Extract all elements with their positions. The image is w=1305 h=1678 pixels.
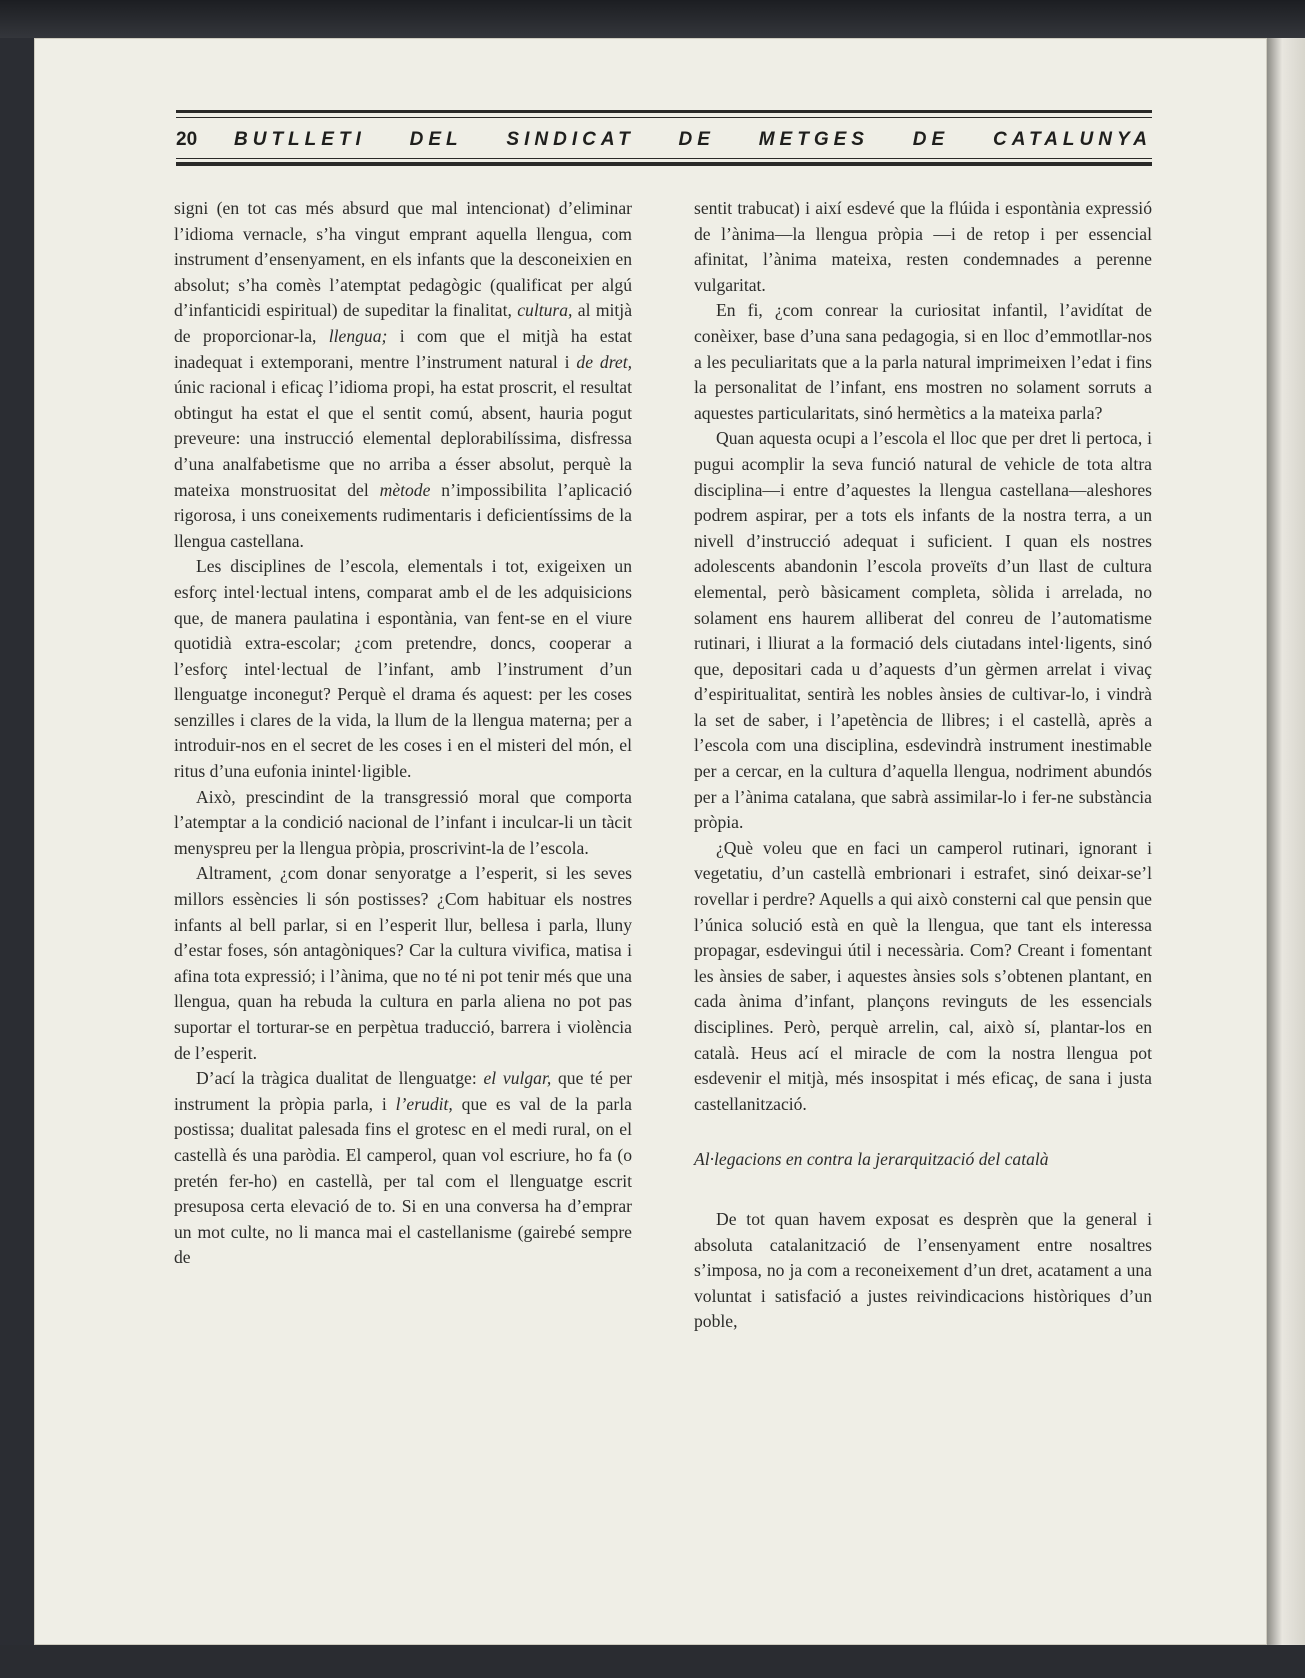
left-column [174,196,632,1271]
paragraph: En fi, ¿com conrear la curiositat infantil, l’avidítat de conèixer, base d’una sana pedagogia, si en lloc d’emmotllar-nos a les peculiaritats que a la parla natural imprimeixen l’edat i fins la personalitat de l’infant, ens mostren no solament sorruts a aquestes particularitats, sinó hermètics a la mateixa parla? [694,300,1152,423]
journal-title [216,129,1152,151]
title-word: CATALUNYA [992,129,1152,150]
paragraph [174,196,632,554]
header-rule-top [176,110,1152,113]
title-word: METGES [758,129,869,150]
italic-text: el vulgar, [483,1068,552,1089]
italic-text: cultura, [517,300,573,321]
title-word: DE [912,129,950,150]
paragraph: De tot quan havem exposat es desprèn que la general i absoluta catalanització de l’ensenyament entre nosaltres s’imposa, no ja com a reconeixement d’un dret, acatament a una voluntat i satisfació a justes reivindicacions històriques d’un poble, [694,1208,1152,1332]
running-header [176,120,1152,160]
title-word: BUTLLETI [234,129,366,150]
text-run: que té per instrument la pròpia parla, i [174,1068,632,1114]
text-run: que es val de la parla postissa; dualitat palesada fins el grotesc en el medi rural, on el castellà és una paròdia. El camperol, quan vol escriure, ho fa (o pretén fer-ho) en castellà, per tal com el llenguatge escrit presuposa certa elevació de to. Si en una conversa ha d’emprar un mot culte, no li manca mai el castellanisme (gairebé sempre de [174,1093,632,1268]
page-number: 20 [176,129,198,150]
paragraph: ¿Què voleu que en faci un camperol rutinari, ignorant i vegetatiu, d’un castellà embrionari i estrafet, sinó deixar-se’l rovellar i perdre? Aquells a qui això consterni cal que pensin que l’única solució està en què la llengua, que tant els interessa propagar, esdevingui útil i necessària. Com? Creant i fomentant les ànsies de saber, i aquestes ànsies sols s’obtenen plantant, en cada ànima d’infant, plançons revinguts de les essencials disciplines. Però, perquè arrelin, cal, això sí, plantar-los en català. Heus ací el miracle de com la nostra llengua pot esdevenir el mitjà, més insospitat i més eficaç, de sana i justa castellanització. [694,837,1152,1114]
text-run: al mitjà de proporcionar-la, [174,300,632,346]
page-edge [1267,38,1305,1645]
title-word: SINDICAT [506,129,635,150]
italic-text: l’erudit, [395,1093,453,1114]
scan-background-bottom [0,1645,1305,1678]
text-run: i com que el mitjà ha estat inadequat i extemporani, mentre l’instrument natural i [174,325,633,372]
right-column [694,196,1152,1335]
paragraph: sentit trabucat) i així esdevé que la flúida i espontània expressió de l’ànima—la llengua pròpia —i de retop i per essencial afinitat, l’ànima mateixa, resten condemnades a perenne vulgaritat. [694,198,1152,295]
italic-text: llengua; [328,325,388,346]
header-rule-top-thin [176,117,1152,118]
text-run: n’impossibilita l’aplicació rigorosa, i uns coneixements rudimentaris i deficientíssims de la llengua castellana. [174,479,632,551]
paragraph: Altrament, ¿com donar senyoratge a l’esperit, si les seves millors essències li són postisses? ¿Com habituar els nostres infants al bell parlar, si en l’esperit llur, bellesa i parla, lluny d’estar foses, són antagòniques? Car la cultura vivifica, matisa i afina tota expressió; i l’ànima, que no té ni pot tenir més que una llengua, quan ha rebuda la cultura en parla aliena no pot pas suportar el torturar-se en perpètua traducció, barrera i violència de l’esperit. [174,863,632,1063]
paragraph: Les disciplines de l’escola, elementals i tot, exigeixen un esforç intel·lectual intens, comparat amb el de les adquisicions que, de manera paulatina i espontània, van fent-se en el viure quotidià extra-escolar; ¿com pretendre, doncs, cooperar a l’esforç intel·lectual de l’infant, amb l’instrument d’un llenguatge inconegut? Perquè el drama és aquest: per les coses senzilles i clares de la vida, la llum de la llengua materna; per a introduir-nos en el secret de les coses i en el misteri del món, el ritus d’una eufonia inintel·ligible. [174,556,632,782]
title-word: DEL [409,129,463,150]
scan-background-top [0,0,1305,38]
text-run: únic racional i eficaç l’idioma propi, ha estat proscrit, el resultat obtingut ha estat el que el sentit comú, absent, hauria pogut preveure: una instrucció elemental deplorabilíssima, disfressa d’una analfabetisme que no arriba a ésser absolut, perquè la mateixa monstruositat del [174,377,632,500]
section-heading: Al·legacions en contra la jerarquització del català [694,1149,1049,1170]
paragraph: Quan aquesta ocupi a l’escola el lloc que per dret li pertoca, i pugui acomplir la seva funció natural de vehicle de tota altra disciplina—i entre d’aquestes la llengua castellana—aleshores podrem aspirar, per a tots els infants de la nostra terra, a un nivell d’instrucció adequat i suficient. I quan els nostres adolescents abandonin l’escola proveïts d’un llast de cultura elemental, però bàsicament completa, sòlida i arrelada, no solament ens haurem alliberat del conreu de l’automatisme rutinari, i lliurat a la formació dels ciutadans intel·ligents, sinó que, depositari cada u d’aquests d’un gèrmen arrelat i vivaç d’espiritualitat, sentirà les nobles ànsies de cultivar-lo, i vindrà la set de saber, i l’apetència de llibres; i el castellà, après a l’escola com una disciplina, esdevindrà instrument inestimable per a cercar, en la cultura d’aquella llengua, nodriment abundós per a l’ànima catalana, que sabrà assimilar-lo i fer-ne substància pròpia. [694,428,1152,833]
header-rule-bottom [176,162,1152,166]
italic-text: mètode [379,479,431,500]
title-word: DE [678,129,715,150]
text-run: signi (en tot cas més absurd que mal intencionat) d’eliminar l’idioma vernacle, s’ha vingut emprant aquella llengua, com instrument d’ensenyament, en els infants que la desconeixien en absolut; s’ha comès l’atemptat pedagògic (qualificat per algú d’infanticidi espiritual) de supeditar la finalitat, [174,198,632,321]
text-run: D’ací la tràgica dualitat de llenguatge: [196,1068,484,1089]
paragraph [174,1066,632,1271]
paragraph: Això, prescindint de la transgressió moral que comporta l’atemptar a la condició nacional de l’infant i inculcar-li un tàcit menyspreu per la llengua pròpia, proscrivint-la de l’escola. [174,786,632,858]
italic-text: de dret, [576,351,633,372]
